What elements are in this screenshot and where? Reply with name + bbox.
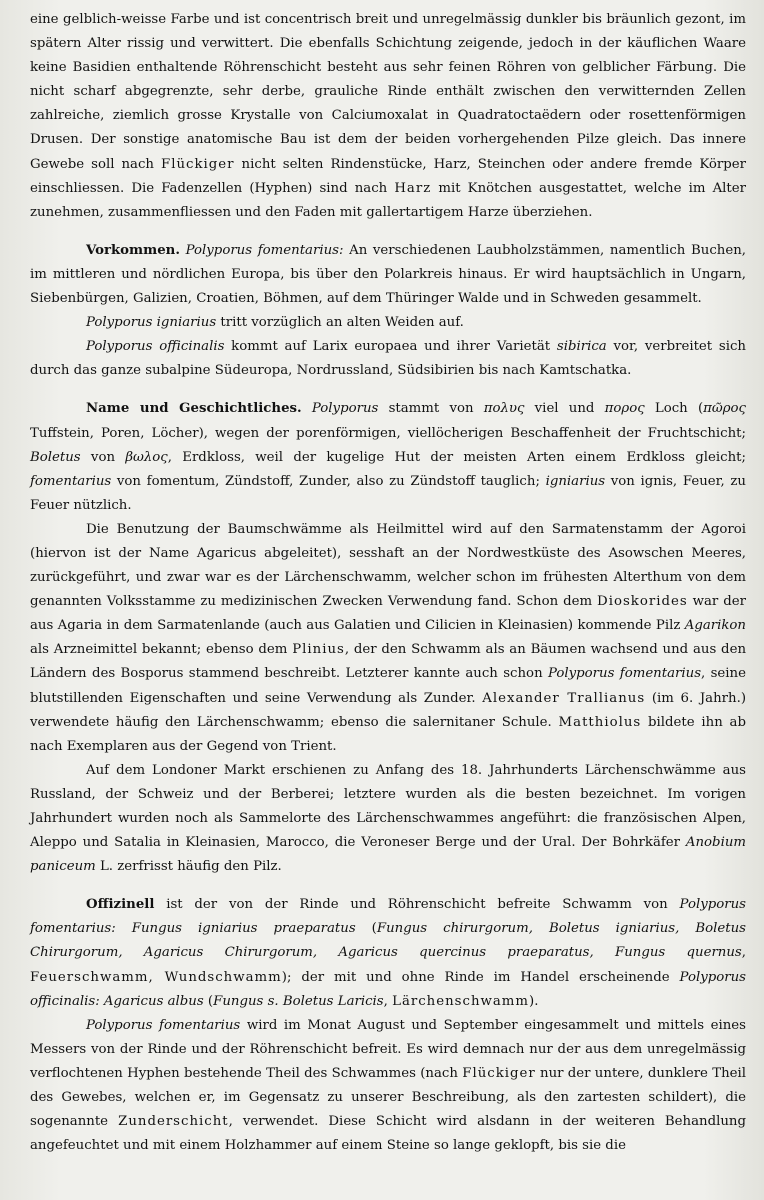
- italic-text: Fungus s. Boletus Laricis: [213, 993, 384, 1009]
- spaced-name: Dioskorides: [597, 594, 688, 610]
- paragraph: [30, 311, 746, 335]
- italic-text: igniarius: [545, 473, 606, 489]
- text-run: ,: [741, 945, 746, 961]
- spaced-name: Matthiolus: [558, 714, 642, 730]
- spaced-name: Lärchenschwamm: [392, 993, 530, 1009]
- paragraph: [30, 8, 746, 225]
- text-run: Auf dem Londoner Markt erschienen zu Anfang des 18. Jahrhunderts Lärchenschwämme aus Russland, der Schweiz und der Berberei; letztere wurden als die besten bezeichnet. Im vorigen Jahrhundert wurden noch als Sammelorte des Lärchenschwammes angeführt: die französischen Alpen, Aleppo und Satalia in Kleinasien, Marocco, die Veroneser Berge und der Ural. Der Bohrkäfer: [30, 762, 746, 851]
- text-run: Tuffstein, Poren, Löcher), wegen der porenförmigen, viellöcherigen Beschaffenheit der Fruchtschicht;: [30, 425, 746, 441]
- spaced-name: Flückiger: [161, 156, 235, 172]
- text-run: , der den Schwamm als an Bäumen wachsend und aus den Ländern des Bosporus stammend beschreibt. Letzterer kannte auch schon: [30, 642, 747, 682]
- text-run: L. zerfrisst häufig den Pilz.: [95, 859, 282, 875]
- text-run: mit Knötchen ausgestattet, welche im Alter zunehmen, zusammenfliessen und den Faden mit gallertartigem Harze überziehen.: [30, 180, 746, 220]
- text-run: Loch (: [644, 401, 704, 417]
- text-run: nur der untere, dunklere Theil des Gewebes, welchen er, im Gegensatz zu unserer Beschreibung, als den zartesten schildert), die sogenannte: [30, 1065, 747, 1130]
- italic-text: Boletus: [30, 449, 81, 465]
- text-run: wird im Monat August und September eingesammelt und mittels eines Messers von der Rinde und der Röhrenschicht befreit. Es wird demnach nur der aus dem unregelmässig verflochtenen Hyphen bestehende Theil des Schwammes (nach: [30, 1017, 746, 1081]
- text-run: nicht selten Rindenstücke, Harz, Steinchen oder andere fremde Körper einschliessen. Die Fadenzellen (Hyphen) sind nach: [30, 156, 746, 196]
- text-run: , verwendet. Diese Schicht wird alsdann in der weiteren Behandlung angefeuchtet und mit einem Holzhammer auf einem Steine so lange geklopft, bis sie die: [30, 1114, 746, 1154]
- text-run: An verschiedenen Laubholzstämmen, namentlich Buchen, im mittleren und nördlichen Europa, bis über den Polarkreis hinaus. Er wird hauptsächlich in Ungarn, Siebenbürgen, Galizien, Croatien, Böhmen, auf dem Thüringer Walde und in Schweden gesammelt.: [30, 242, 746, 307]
- italic-text: πῶρος: [703, 401, 747, 417]
- spaced-name: Alexander Trallianus: [482, 690, 646, 706]
- paragraph: [30, 759, 746, 879]
- paragraph: [30, 397, 746, 517]
- section-heading: Offizinell: [86, 897, 155, 913]
- italic-text: Agarikon: [684, 618, 746, 634]
- text-run: vor, verbreitet sich durch das ganze subalpine Südeuropa, Nordrussland, Südsibirien bis nach Kamtschatka.: [30, 339, 746, 379]
- italic-text: Fungus chirurgorum, Boletus igniarius, Boletus Chirurgorum, Agaricus Chirurgorum, Agaricus quercinus praeparatus, Fungus quernus: [30, 921, 747, 961]
- text-run: viel und: [524, 401, 605, 417]
- paragraph: [30, 239, 746, 311]
- italic-text: fomentarius: [30, 473, 112, 489]
- text-run: ).: [529, 993, 539, 1009]
- text-run: eine gelblich-weisse Farbe und ist concentrisch breit und unregelmässig dunkler bis bräunlich gezont, im spätern Alter rissig und verwittert. Die ebenfalls Schichtung zeigende, jedoch in der käuflichen Waare keine Basidien enthaltende Röhrenschicht besteht aus sehr feinen Röhren von gelblicher Färbung. Die nicht scharf abgegrenzte, sehr derbe, grauliche Rinde enthält zwischen den verwitternden Zellen zahlreiche, ziemlich grosse Krystalle von Calciumoxalat in Quadratoctaëdern oder rosettenförmigen Drusen. Der sonstige anatomische Bau ist dem der beiden vorhergehenden Pilze gleich. Das innere Gewebe soll nach: [30, 12, 746, 172]
- text-run: (: [203, 993, 214, 1009]
- text-run: , seine blutstillenden Eigenschaften und seine Verwendung als Zunder.: [30, 666, 746, 706]
- text-run: als Arzneimittel bekannt; ebenso dem: [30, 642, 293, 658]
- text-run: von fomentum, Zündstoff, Zunder, also zu Zündstoff tauglich;: [111, 473, 546, 489]
- text-run: von ignis, Feuer, zu Feuer nützlich.: [30, 473, 746, 513]
- spaced-name: Feuerschwamm, Wundschwamm: [30, 969, 282, 985]
- paragraph: [30, 893, 746, 1013]
- text-run: ); der mit und ohne Rinde im Handel erscheinende: [281, 969, 680, 985]
- text-run: Die Benutzung der Baumschwämme als Heilmittel wird auf den Sarmatenstamm der Agoroi (hiervon ist der Name Agaricus abgeleitet), sesshaft an der Nordwestküste des Asowschen Meeres, zurückgeführt, und zwar war es der Lärchenschwamm, welcher schon im frühesten Alterthum von dem genannten Volksstamme zu medizinischen Zwecken Verwendung fand. Schon dem: [30, 521, 746, 610]
- italic-text: Polyporus officinalis: [86, 339, 225, 355]
- italic-text: Anobium paniceum: [30, 835, 746, 875]
- spaced-name: Zunderschicht: [118, 1114, 229, 1130]
- text-run: war der aus Agaria in dem Sarmatenlande (auch aus Galatien und Cilicien in Kleinasien) kommende Pilz: [30, 594, 746, 634]
- italic-text: πολυς: [483, 401, 525, 417]
- text-run: (im 6. Jahrh.) verwendete häufig den Lärchenschwamm; ebenso die salernitaner Schule.: [30, 690, 747, 730]
- text-run: bildete ihn ab nach Exemplaren aus der Gegend von Trient.: [30, 714, 746, 754]
- italic-text: Polyporus igniarius: [86, 315, 217, 331]
- italic-text: βωλος: [125, 449, 168, 465]
- italic-text: Polyporus fomentarius: [86, 1017, 241, 1033]
- text-run: [302, 401, 312, 416]
- italic-text: Polyporus fomentarius:: [185, 242, 344, 258]
- text-run: ist der von der Rinde und Röhrenschicht befreite Schwamm von: [154, 897, 680, 913]
- spaced-name: Flückiger: [462, 1065, 536, 1081]
- text-run: ,: [383, 993, 393, 1009]
- spaced-name: Harz: [394, 180, 432, 196]
- section-heading: Vorkommen.: [86, 242, 180, 258]
- italic-text: Polyporus officinalis: Agaricus albus: [30, 969, 746, 1009]
- text-run: stammt von: [378, 401, 484, 417]
- italic-text: Polyporus: [311, 401, 379, 417]
- italic-text: πορος: [604, 401, 645, 417]
- paragraph: [30, 335, 746, 383]
- text-run: tritt vorzüglich an alten Weiden auf.: [216, 315, 464, 331]
- text-run: (: [355, 921, 377, 937]
- text-run: kommt auf Larix europaea und ihrer Varietät: [224, 339, 557, 355]
- section-heading: Name und Geschichtliches.: [86, 401, 302, 417]
- paragraph: [30, 1014, 746, 1159]
- spaced-name: Plinius: [292, 642, 345, 658]
- text-run: von: [80, 449, 126, 465]
- text-run: , Erdkloss, weil der kugelige Hut der meisten Arten einem Erdkloss gleicht;: [167, 449, 747, 465]
- paragraph: [30, 518, 746, 759]
- italic-text: Polyporus fomentarius: Fungus igniarius praeparatus: [30, 897, 746, 937]
- italic-text: Polyporus fomentarius: [547, 666, 702, 682]
- italic-text: sibirica: [556, 339, 607, 355]
